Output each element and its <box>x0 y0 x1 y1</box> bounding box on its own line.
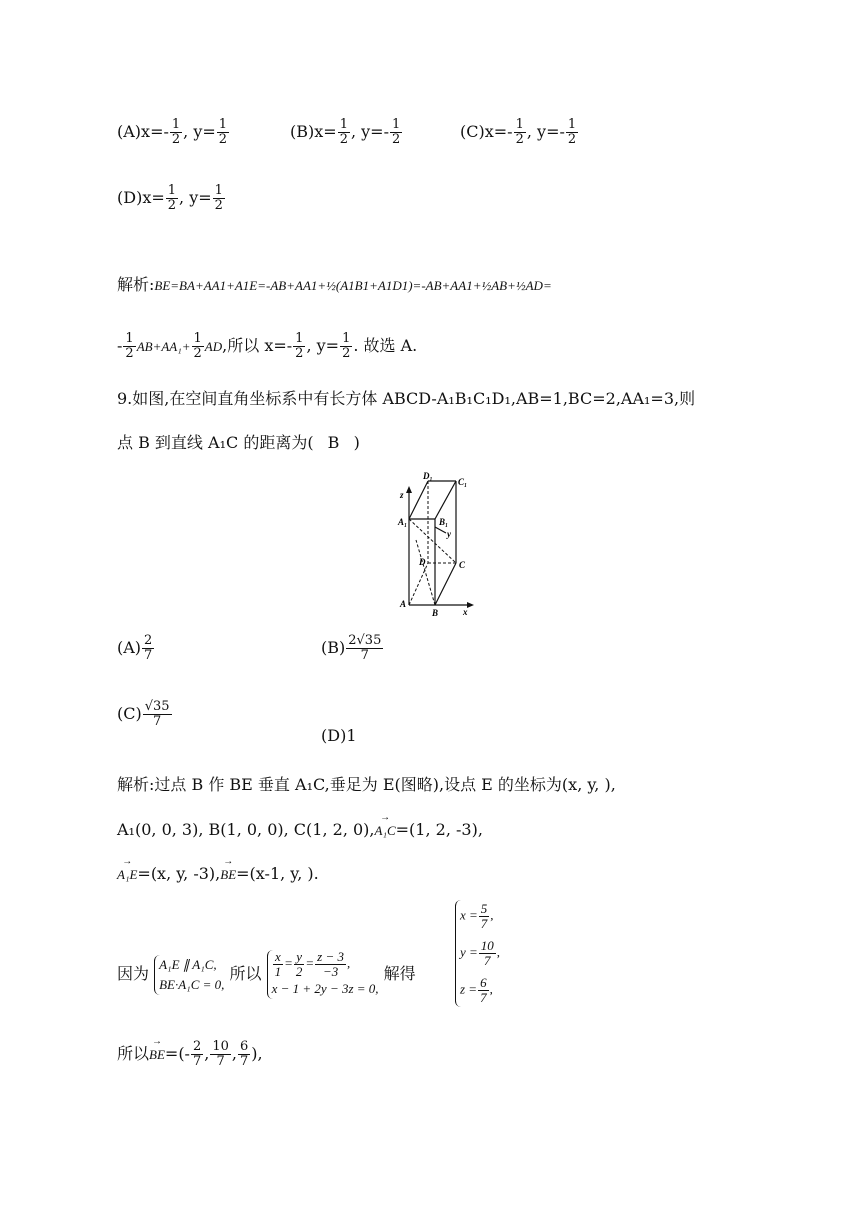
label-x: x <box>463 607 468 617</box>
vector-expression: BE=BA+AA1+A1E=-AB+AA1+½(A1B1+A1D1)=-AB+AA1+½AB+½AD= <box>154 278 552 293</box>
q8-option-d: (D)x= $\frac{1}{2}$ , y= $\frac{1}{2}$ <box>117 183 223 213</box>
question-number: 9. <box>117 389 133 408</box>
q8-solution-line2: - $\frac{1}{2}$ AB+AA₁+ $\frac{1}{2}$ AD,所以 x=- $\frac{1}{2}$ , y= $\frac{1}{2}$ . 故选 A. <box>117 331 418 361</box>
q9-option-c: (C) $\frac{√35}{7}$ <box>117 699 170 729</box>
label-B1: B₁ <box>439 517 449 527</box>
label-D: D <box>419 557 426 567</box>
answer-blank: B <box>327 433 340 452</box>
q9-solution-system: 因为 A₁E ∥ A₁C, BE·A₁C = 0, 所以 $\frac{x}{1}$ = $\frac{y}{2}$ = $\frac{z - 3}{-3}$ , x − 1 + 2y − 3z = 0, 解得 <box>117 950 416 999</box>
q9-option-a: (A) $\frac{2}{7}$ <box>117 633 153 663</box>
cuboid-figure <box>396 470 476 618</box>
q8-solution-line1 <box>117 272 552 295</box>
q9-option-b: (B) $\frac{2√35}{7}$ <box>321 633 382 663</box>
label-z: z <box>400 490 404 500</box>
q9-solution-line1: 解析:过点 B 作 BE 垂直 A₁C,垂足为 E(图略),设点 E 的坐标为(x, y, ), <box>117 775 616 794</box>
q9-solution-final: 所以→ BE=(- $\frac{2}{7}$ , $\frac{10}{7}$ , $\frac{6}{7}$ ), <box>117 1040 263 1069</box>
q9-result-system: x = $\frac{5}{7}$ , y = $\frac{10}{7}$ , z = $\frac{6}{7}$ , <box>455 900 500 1007</box>
q9-stem-line2: 点 B 到直线 A₁C 的距离为( B ) <box>117 433 360 452</box>
label-A: A <box>400 599 407 609</box>
label-A1: A₁ <box>398 517 408 527</box>
q8-option-b: (B)x= $\frac{1}{2}$ , y=- $\frac{1}{2}$ <box>290 117 401 147</box>
label-B: B <box>432 608 439 618</box>
q9-stem-line1: 9.如图,在空间直角坐标系中有长方体 ABCD-A₁B₁C₁D₁,AB=1,BC=2,AA₁=3,则 <box>117 389 696 408</box>
condition-system: A₁E ∥ A₁C, BE·A₁C = 0, <box>154 955 224 995</box>
equation-system: $\frac{x}{1}$ = $\frac{y}{2}$ = $\frac{z - 3}{-3}$ , x − 1 + 2y − 3z = 0, <box>267 950 379 999</box>
q8-option-c: (C)x=- $\frac{1}{2}$ , y=- $\frac{1}{2}$ <box>460 117 577 147</box>
solution-label: 解析: <box>117 275 155 294</box>
q9-solution-line2: A₁(0, 0, 3), B(1, 0, 0), C(1, 2, 0),→ A₁C=(1, 2, -3), <box>117 820 483 839</box>
label-y: y <box>447 529 451 539</box>
q9-option-d: (D)1 <box>321 726 357 745</box>
q8-option-a: (A)x=- $\frac{1}{2}$ , y= $\frac{1}{2}$ <box>117 117 228 147</box>
label-C: C <box>459 560 466 570</box>
label-D1: D₁ <box>423 471 433 481</box>
q9-solution-line3: → A₁E=(x, y, -3),→ BE=(x-1, y, ). <box>117 864 319 883</box>
label-C1: C₁ <box>458 477 468 487</box>
